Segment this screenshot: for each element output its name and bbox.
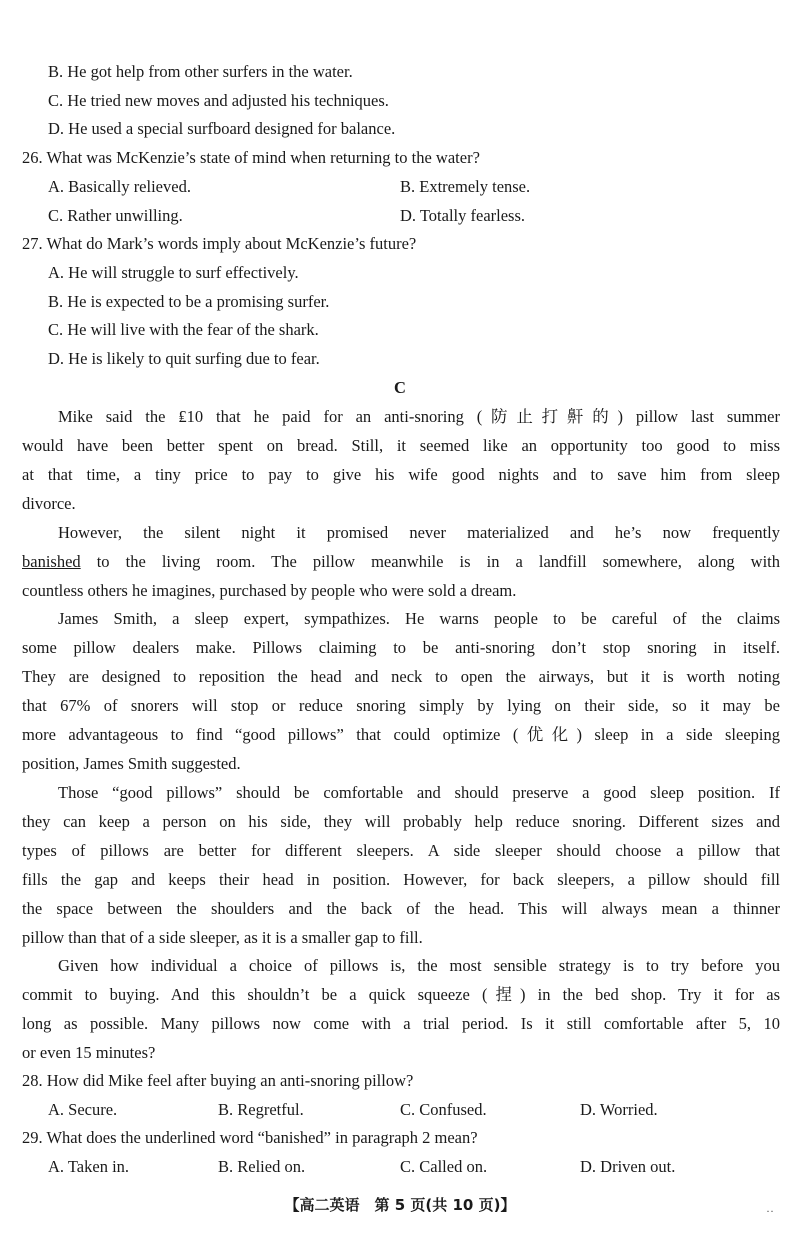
- q25-option-d: D. He used a special surfboard designed for balance.: [48, 119, 396, 138]
- p5-line-4: or even 15 minutes?: [22, 1043, 156, 1062]
- q27-option-a: A. He will struggle to surf effectively.: [48, 263, 299, 282]
- q25-option-c: C. He tried new moves and adjusted his techniques.: [48, 91, 389, 110]
- q27-stem: 27. What do Mark’s words imply about McKenzie’s future?: [22, 234, 417, 253]
- q29-option-c: C. Called on.: [400, 1157, 488, 1176]
- p3-line-4: that 67% of snorers will stop or reduce snoring simply by lying on their side, so it may be: [22, 696, 780, 715]
- q26-option-a: A. Basically relieved.: [48, 177, 191, 196]
- q28-option-b: B. Regretful.: [218, 1100, 304, 1119]
- p4-line-2: they can keep a person on his side, they will probably help reduce snoring. Different sizes and: [22, 812, 780, 831]
- p1-line-3: at that time, a tiny price to pay to give his wife good nights and to save him from sleep: [22, 465, 780, 484]
- corner-mark: ··: [766, 1204, 774, 1218]
- p5-line-1: Given how individual a choice of pillows is, the most sensible strategy is to try before you: [58, 956, 780, 975]
- q26-option-b: B. Extremely tense.: [400, 177, 531, 196]
- p5-line-2: commit to buying. And this shouldn’t be a quick squeeze (捏) in the bed shop. Try it for as: [22, 985, 780, 1004]
- p1-line-4: divorce.: [22, 494, 76, 513]
- p3-line-2: some pillow dealers make. Pillows claiming to be anti-snoring don’t stop snoring in itself.: [22, 638, 780, 657]
- p5-line-3: long as possible. Many pillows now come with a trial period. Is it still comfortable after 5, 10: [22, 1014, 780, 1033]
- q28-option-c: C. Confused.: [400, 1100, 487, 1119]
- q29-option-a: A. Taken in.: [48, 1157, 130, 1176]
- p2-line-1: However, the silent night it promised never materialized and he’s now frequently: [58, 523, 780, 542]
- p3-line-6: position, James Smith suggested.: [22, 754, 241, 773]
- q27-option-c: C. He will live with the fear of the shark.: [48, 320, 319, 339]
- p1-line-2: would have been better spent on bread. Still, it seemed like an opportunity too good to miss: [22, 436, 780, 455]
- p4-line-1: Those “good pillows” should be comfortable and should preserve a good sleep position. If: [58, 783, 780, 802]
- p2-line-2-rest: to the living room. The pillow meanwhile is in a landfill somewhere, along with: [80, 552, 780, 571]
- p2-line-2: [22, 552, 780, 572]
- underlined-word-banished: banished: [22, 552, 81, 571]
- q26-option-c: C. Rather unwilling.: [48, 206, 183, 225]
- section-c-title: C: [394, 378, 406, 397]
- p3-line-5: more advantageous to find “good pillows” that could optimize (优化) sleep in a side sleeping: [22, 725, 780, 744]
- q28-option-d: D. Worried.: [580, 1100, 658, 1119]
- q29-option-d: D. Driven out.: [580, 1157, 676, 1176]
- q28-option-a: A. Secure.: [48, 1100, 118, 1119]
- q26-option-d: D. Totally fearless.: [400, 206, 526, 225]
- p3-line-3: They are designed to reposition the head and neck to open the airways, but it is worth noting: [22, 667, 780, 686]
- p4-line-5: the space between the shoulders and the back of the head. This will always mean a thinner: [22, 899, 780, 918]
- q27-option-b: B. He is expected to be a promising surfer.: [48, 292, 330, 311]
- p3-line-1: James Smith, a sleep expert, sympathizes. He warns people to be careful of the claims: [58, 609, 780, 628]
- q28-stem: 28. How did Mike feel after buying an anti-snoring pillow?: [22, 1071, 414, 1090]
- q29-stem: 29. What does the underlined word “banished” in paragraph 2 mean?: [22, 1128, 478, 1147]
- q26-stem: 26. What was McKenzie’s state of mind when returning to the water?: [22, 148, 480, 167]
- p1-line-1: Mike said the ₤10 that he paid for an anti-snoring (防止打鼾的) pillow last summer: [58, 407, 780, 426]
- q29-option-b: B. Relied on.: [218, 1157, 306, 1176]
- p4-line-4: fills the gap and keeps their head in position. However, for back sleepers, a pillow should fill: [22, 870, 780, 889]
- p4-line-6: pillow than that of a side sleeper, as it is a smaller gap to fill.: [22, 928, 423, 947]
- p4-line-3: types of pillows are better for different sleepers. A side sleeper should choose a pillow that: [22, 841, 780, 860]
- q27-option-d: D. He is likely to quit surfing due to fear.: [48, 349, 320, 368]
- p2-line-3: countless others he imagines, purchased by people who were sold a dream.: [22, 581, 517, 600]
- q25-option-b: B. He got help from other surfers in the water.: [48, 62, 353, 81]
- page-footer: 【高二英语 第 5 页(共 10 页)】: [284, 1196, 516, 1214]
